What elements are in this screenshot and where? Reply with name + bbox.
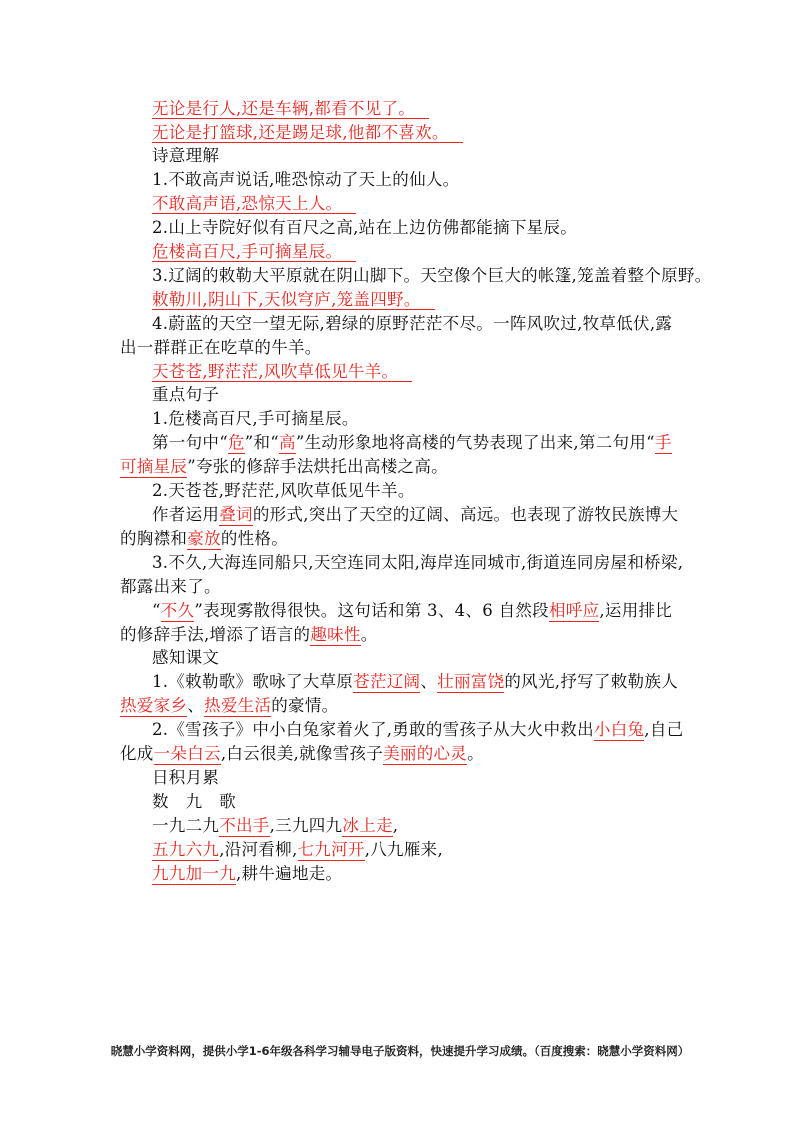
answer-blank: 热爱生活 [204,696,272,715]
text-segment: ”和“ [244,433,280,452]
section-heading-poem-meaning: 诗意理解 [152,146,220,165]
text-segment: 、 [420,672,438,691]
poem-line [152,814,398,838]
text-segment: “ [152,601,161,620]
text-segment: ,三九四九 [269,816,343,835]
answer-line [152,288,435,312]
text-segment: 的形式,突出了天空的辽阔、高远。也表现了游牧民族博大的胸襟和 [120,505,679,548]
answer-blank: 危 [227,433,245,452]
text-segment: ,沿河看柳, [219,840,298,859]
answer-blank: 五九六九 [152,840,220,859]
poem-title: 数 九 歌 [152,792,236,811]
answer-blank: 相呼应 [548,601,600,620]
text-segment: ,运用排比的修辞手法,增添了语言的 [120,601,673,644]
text-line: 1.危楼高百尺,手可摘星辰。 [152,409,359,428]
text-segment: 的豪情。 [271,696,339,715]
text-segment: 一九二九 [152,816,220,835]
answer-blank: 七九河开 [297,840,365,859]
text-segment: ,自己化成 [120,720,684,763]
text-segment: ”生动形象地将高楼的气势表现了出来,第二句用“ [295,433,655,452]
text-paragraph [120,599,688,647]
text-segment: 。 [360,625,378,644]
text-segment: ”表现雾散得很快。这句话和第 3、4、6 自然段 [194,601,549,620]
text-segment: ”夸张的修辞手法烘托出高楼之高。 [187,457,448,476]
poem-line [152,862,342,886]
text-paragraph: 4.蔚蓝的天空一望无际,碧绿的原野茫茫不尽。一阵风吹过,牧草低伏,露出一群群正在吃草的牛羊。 [120,314,673,357]
page-footer: 晓慧小学资料网，提供小学1-6年级各科学习辅导电子版资料，快速提升学习成绩。（百度搜索：晓慧小学资料网） [110,1044,690,1058]
answer-text: 危楼高百尺,手可摘星辰。 [152,242,356,262]
text-segment: 作者运用 [152,505,220,524]
text-line: 3.辽阔的敕勒大平原就在阴山脚下。天空像个巨大的帐篷,笼盖着整个原野。 [152,266,712,285]
answer-blank: 小白兔 [593,720,645,739]
text-line: 1.不敢高声说话,唯恐惊动了天上的仙人。 [152,170,460,189]
poem-line [152,838,443,862]
answer-blank: 不出手 [219,816,270,835]
answer-blank: 叠词 [219,505,253,524]
answer-text: 无论是行人,还是车辆,都看不见了。 [152,99,429,119]
answer-line [152,97,429,121]
answer-blank: 九九加一九 [152,864,236,883]
section-heading-text-perception: 感知课文 [152,648,220,667]
text-segment: 第一句中“ [152,433,228,452]
answer-blank: 冰上走 [342,816,393,835]
text-segment: ,八九雁来, [364,840,443,859]
text-paragraph [120,718,688,766]
text-segment: 2.《雪孩子》中小白兔家着火了,勇敢的雪孩子从大火中救出 [152,720,594,739]
answer-blank: 不久 [160,601,195,620]
answer-line [152,360,412,384]
text-segment: ,白云很美,就像雪孩子 [220,744,384,763]
answer-line [152,192,356,216]
text-segment: 1.《敕勒歌》歌咏了大草原 [152,672,354,691]
answer-line [152,240,356,264]
answer-text: 不敢高声语,恐惊天上人。 [152,194,356,214]
answer-text: 敕勒川,阴山下,天似穹庐,笼盖四野。 [152,290,435,310]
text-segment: 的风光,抒写了敕勒族人 [504,672,678,691]
answer-text: 天苍苍,野茫茫,风吹草低见牛羊。 [152,362,412,382]
text-segment: 、 [187,696,205,715]
text-paragraph [120,431,688,479]
answer-blank: 苍茫辽阔 [353,672,421,691]
text-paragraph [120,670,688,718]
text-segment: , [392,816,399,835]
text-segment: 。 [467,744,484,763]
answer-blank: 趣味性 [310,625,361,644]
section-heading-daily-accumulation: 日积月累 [152,768,220,787]
answer-text: 无论是打篮球,还是踢足球,他都不喜欢。 [152,123,463,143]
answer-blank: 热爱家乡 [120,696,188,715]
answer-blank: 手可摘星辰 [120,433,672,476]
section-heading-key-sentences: 重点句子 [152,385,220,404]
text-paragraph: 3.不久,大海连同船只,天空连同太阳,海岸连同城市,街道连同房屋和桥梁,都露出来了。 [120,553,684,596]
answer-blank: 一朵白云 [153,744,221,763]
answer-blank: 豪放 [187,529,221,548]
answer-blank: 壮丽富饶 [437,672,505,691]
text-segment: 的性格。 [220,529,289,548]
answer-blank: 高 [279,433,296,452]
answer-blank: 美丽的心灵 [383,744,468,763]
text-paragraph [120,503,688,551]
text-line: 2.天苍苍,野茫茫,风吹草低见牛羊。 [152,481,415,500]
text-segment: ,耕牛遍地走。 [236,864,343,883]
answer-line [152,121,463,145]
text-line: 2.山上寺院好似有百尺之高,站在上边仿佛都能摘下星辰。 [152,218,578,237]
